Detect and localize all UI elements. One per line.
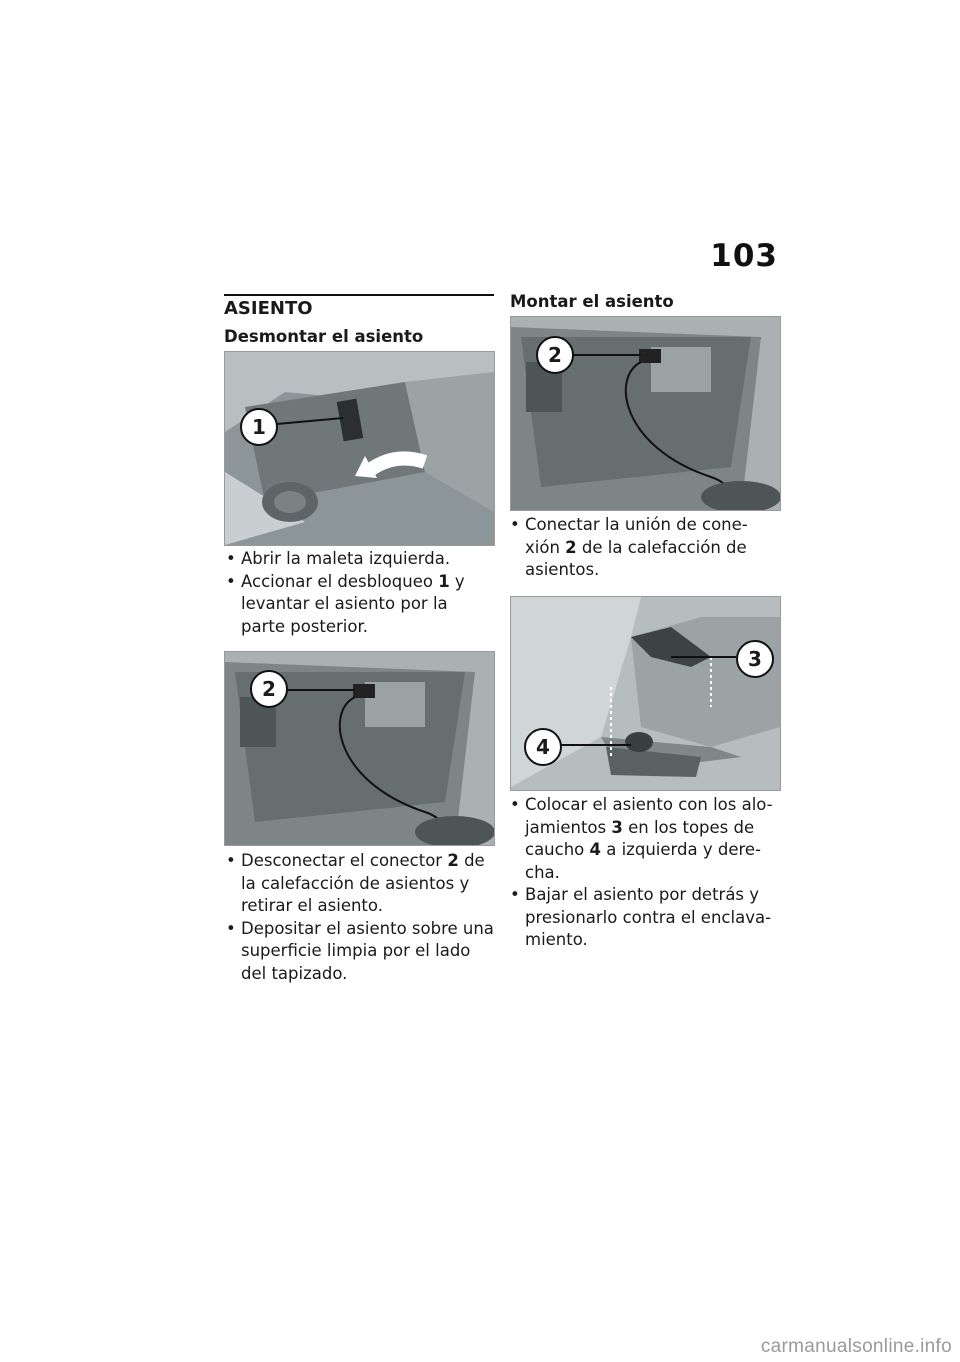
callout-4: 4 [524, 728, 562, 766]
callout-2: 2 [536, 336, 574, 374]
list-item: • Desconectar el conector 2 de la calefacción de asientos y retirar el asiento. [226, 851, 485, 915]
page-number: 103 [710, 238, 778, 274]
figure-unlock-seat [224, 351, 495, 546]
callout-3: 3 [736, 640, 774, 678]
section-rule [224, 294, 494, 296]
section-title: ASIENTO [224, 298, 313, 319]
list-item: • Bajar el asiento por detrás y presionarlo contra el enclava-miento. [510, 885, 772, 949]
callout-2: 2 [250, 670, 288, 708]
list-item: • Colocar el asiento con los alo-jamientos 3 en los topes de caucho 4 a izquierda y dere-cha. [510, 795, 773, 882]
bullet-list-remove-b [226, 850, 496, 985]
callout-1: 1 [240, 408, 278, 446]
bullet-list-install-b [510, 794, 782, 952]
list-item: • Depositar el asiento sobre una superficie limpia por el lado del tapizado. [226, 918, 494, 983]
list-item: • Conectar la unión de cone-xión 2 de la calefacción de asientos. [510, 515, 748, 579]
watermark: carmanualsonline.info [760, 1336, 952, 1357]
subhead-remove-seat: Desmontar el asiento [224, 327, 424, 346]
list-item: • Abrir la maleta izquierda. [226, 549, 451, 568]
bullet-list-install-a [510, 514, 782, 582]
subhead-install-seat: Montar el asiento [510, 292, 674, 311]
bullet-list-remove-a [226, 548, 496, 638]
list-item: • Accionar el desbloqueo 1 y levantar el asiento por la parte posterior. [226, 571, 465, 636]
